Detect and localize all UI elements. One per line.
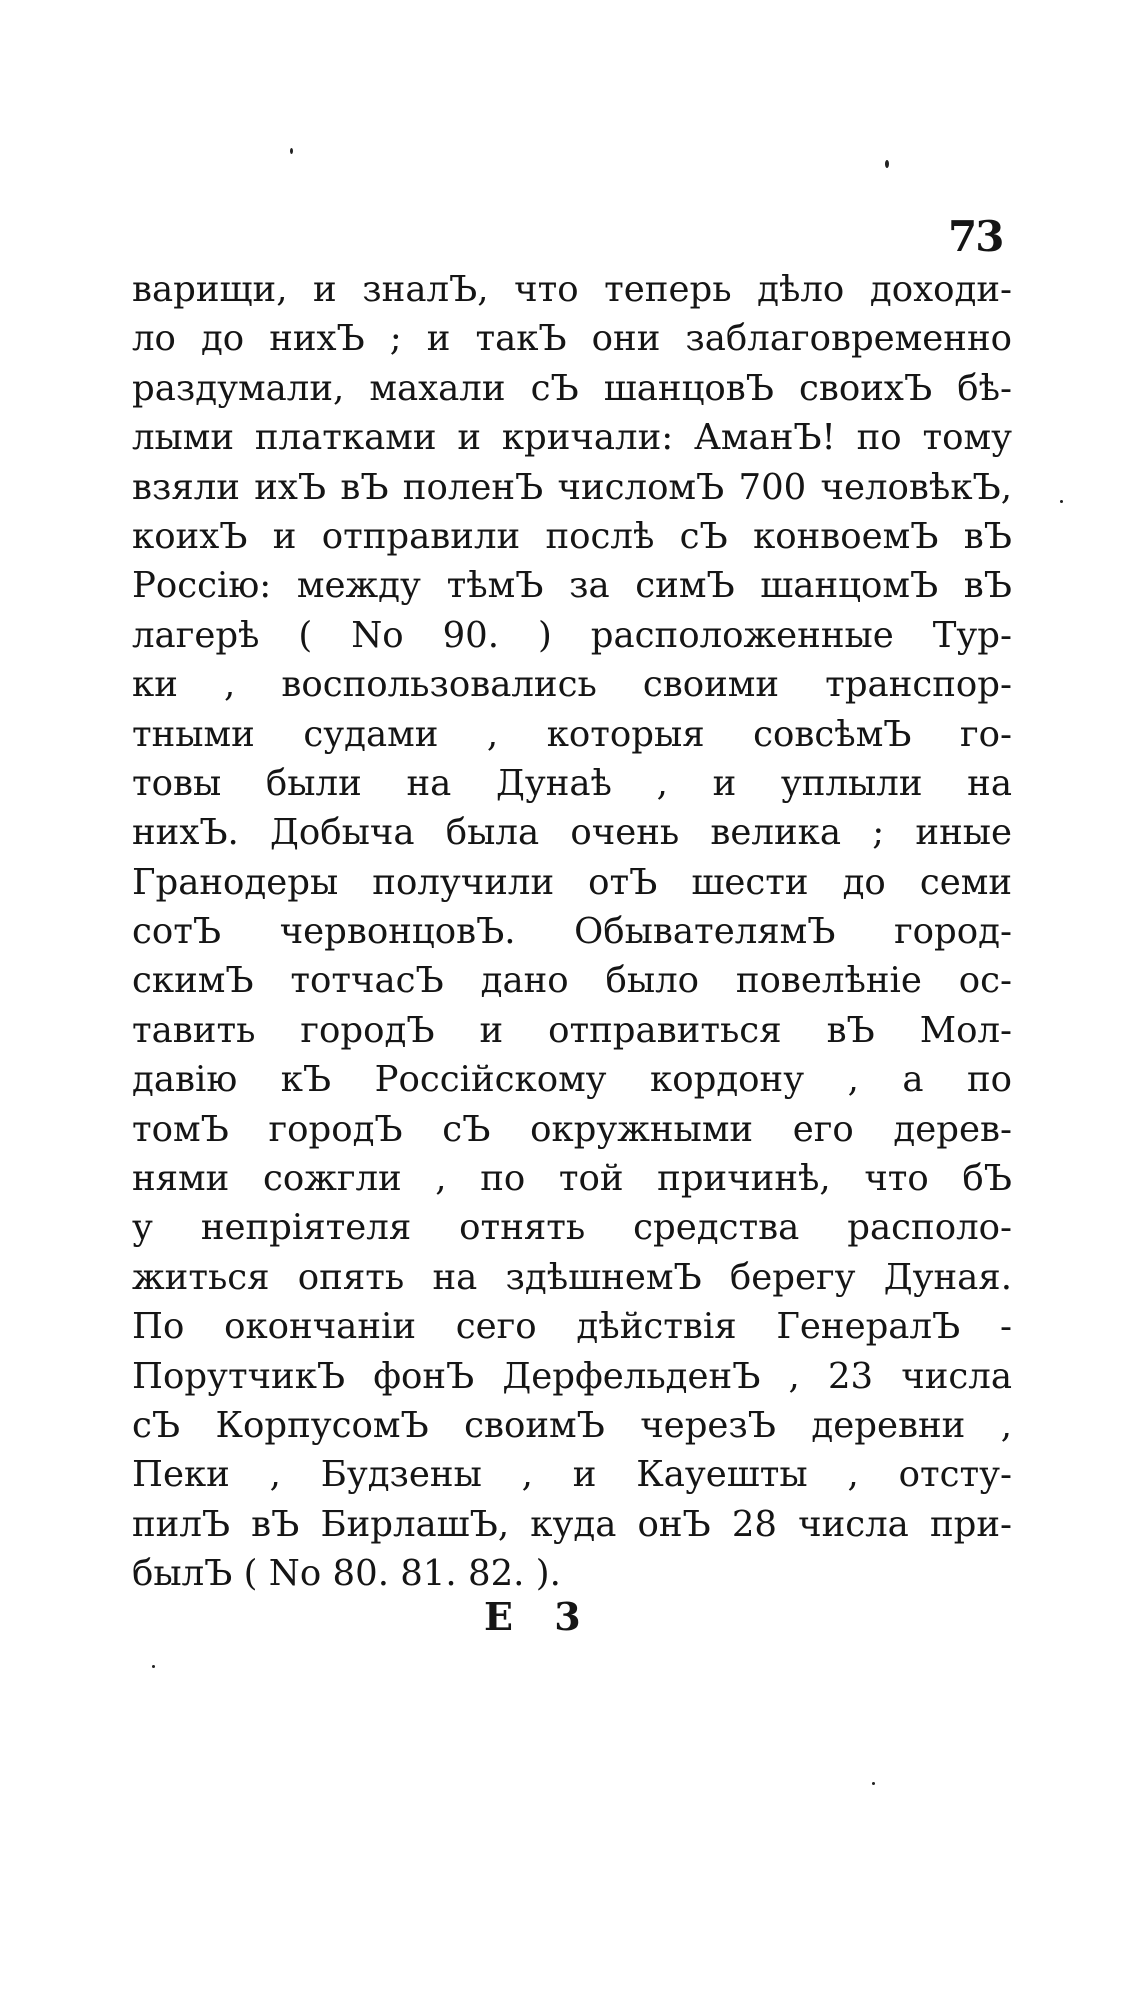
text-line: томЪ городЪ сЪ окружными его дерев- <box>132 1108 1012 1150</box>
page-number: 73 <box>948 212 1003 261</box>
print-speck <box>290 148 293 154</box>
text-line: ПорутчикЪ фонЪ ДерфельденЪ , 23 числа <box>132 1355 1012 1397</box>
text-line: сотЪ червонцовЪ. ОбывателямЪ город- <box>132 911 1012 953</box>
text-line: житься опять на здѣшнемЪ берегу Дуная. <box>132 1256 1012 1298</box>
text-line: лыми платками и кричали: АманЪ! по тому <box>132 417 1012 459</box>
text-line: былЪ ( No 80. 81. 82. ). <box>132 1553 561 1595</box>
text-line: лагерѣ ( No 90. ) расположенные Тур- <box>132 614 1012 656</box>
text-line: нями сожгли , по той причинѣ, что бЪ <box>132 1158 1012 1200</box>
text-line: товы были на Дунаѣ , и уплыли на <box>132 762 1012 804</box>
text-line: нихЪ. Добыча была очень велика ; иные <box>132 812 1012 854</box>
print-speck <box>872 1782 875 1785</box>
text-line: Пеки , Будзены , и Кауешты , отсту- <box>132 1454 1012 1496</box>
text-line: скимЪ тотчасЪ дано было повелѣніе ос- <box>132 960 1012 1002</box>
text-line: давію кЪ Россійскому кордону , а по <box>132 1059 1012 1101</box>
text-line: ки , воспользовались своими транспор- <box>132 664 1012 706</box>
text-line: Гранодеры получили отЪ шести до семи <box>132 861 1012 903</box>
print-speck <box>1060 500 1063 503</box>
body-text <box>132 265 1012 1599</box>
text-line: раздумали, махали сЪ шанцовЪ своихЪ бѣ- <box>132 367 1012 409</box>
signature-mark: Е 3 <box>484 1594 595 1639</box>
text-line: По окончаніи сего дѣйствія ГенералЪ - <box>132 1306 1012 1348</box>
text-line: ло до нихЪ ; и такЪ они заблаговременно <box>132 318 1012 360</box>
text-line: пилЪ вЪ БирлашЪ, куда онЪ 28 числа при- <box>132 1503 1012 1545</box>
text-line: Россію: между тѣмЪ за симЪ шанцомЪ вЪ <box>132 565 1012 607</box>
text-line: сЪ КорпусомЪ своимЪ черезЪ деревни , <box>132 1404 1012 1446</box>
text-line: коихЪ и отправили послѣ сЪ конвоемЪ вЪ <box>132 515 1012 557</box>
text-line: у непріятеля отнять средства располо- <box>132 1207 1012 1249</box>
print-speck <box>885 160 889 168</box>
text-line: варищи, и зналЪ, что теперь дѣло доходи- <box>132 269 1012 310</box>
print-speck <box>152 1665 155 1668</box>
text-line: взяли ихЪ вЪ поленЪ числомЪ 700 человѣкЪ, <box>132 466 1012 508</box>
text-line: тавить городЪ и отправиться вЪ Мол- <box>132 1009 1012 1051</box>
text-line: тными судами , которыя совсѣмЪ го- <box>132 713 1012 755</box>
